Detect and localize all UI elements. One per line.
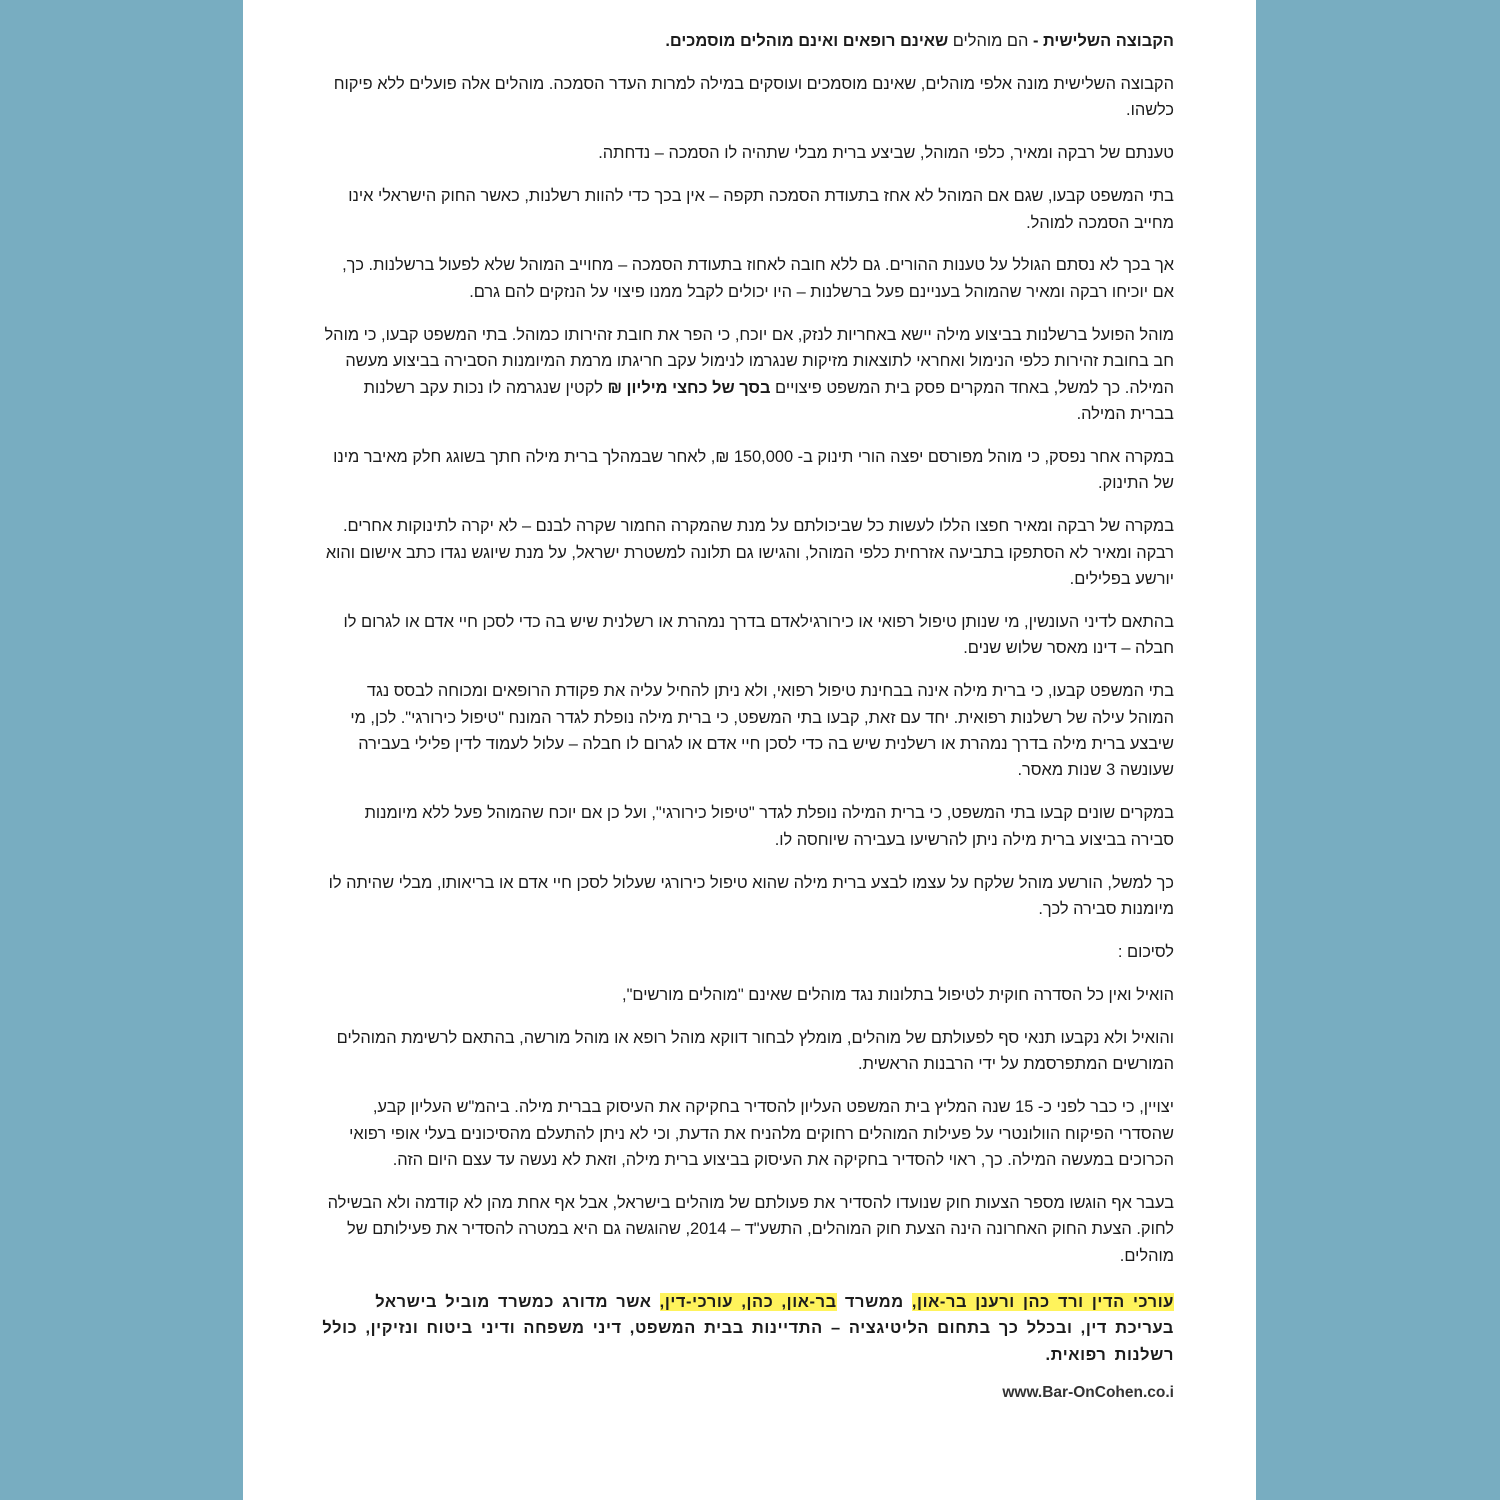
paragraph: והואיל ולא נקבעו תנאי סף לפעולתם של מוהלים, מומלץ לבחור דווקא מוהל רופא או מוהל מורשה, בהתאם לרשימת המוהלים המורשים המתפרסמת על ידי הרבנות הראשית. xyxy=(336,1028,1174,1074)
heading-bold-tail: שאינם רופאים ואינם מוהלים מוסמכים. xyxy=(665,32,949,50)
authors-highlight: עורכי הדין ורד כהן ורענן בר-און, xyxy=(911,1293,1174,1312)
paragraph: אך בכך לא נסתם הגולל על טענות ההורים. גם ללא חובה לאחוז בתעודת הסמכה – מחוייב המוהל שלא לפעול ברשלנות. כך, אם יוכיחו רבקה ומאיר שהמוהל בעניינם פעל ברשלנות – היו יכולים לקבל ממנו פיצוי על הנזקים להם גרם. xyxy=(342,256,1174,301)
paragraph: בהתאם לדיני העונשין, מי שנותן טיפול רפואי או כירורגילאדם בדרך נמהרת או רשלנית שיש בה כדי לסכן חיי אדם או לגרום לו חבלה – דינו מאסר שלוש שנים. xyxy=(343,612,1174,658)
heading-bold-lead: הקבוצה השלישית - xyxy=(1032,32,1174,50)
firm-highlight: בר-און, כהן, עורכי-דין, xyxy=(659,1293,837,1312)
paragraph: בתי המשפט קבעו, כי ברית מילה אינה בבחינת טיפול רפואי, ולא ניתן להחיל עליה את פקודת הרופאים ומכוחה לבסס נגד המוהל עילה של רשלנות רפואית. יחד עם זאת, קבעו בתי המשפט, כי ברית מילה נופלת לגדר המונח "טיפול כירורגי". לכן, מי שיבצע ברית מילה בדרך נמהרת או רשלנית שיש בה כדי לסכן חיי אדם או לגרום לו חבלה – עלול לעמוד לדין פלילי בעבירה שעונשה 3 שנות מאסר. xyxy=(350,682,1174,780)
paragraph: בתי המשפט קבעו, שגם אם המוהל לא אחז בתעודת הסמכה תקפה – אין בכך כדי להוות רשלנות, כאשר החוק הישראלי אינו מחייב הסמכה למוהל. xyxy=(348,187,1174,232)
signature-text-tail: אשר מדורג כמשרד מוביל בישראל בעריכת דין, ובכלל כך בתחום הליטיגציה – התדיינות בבית המשפט, דיני משפחה ודיני ביטוח ונזיקין, כולל רשלנות רפואית. xyxy=(322,1293,1174,1364)
paragraph: במקרה אחר נפסק, כי מוהל מפורסם יפצה הורי תינוק ב- 150,000 ₪, לאחר שבמהלך ברית מילה חתך בשוגג חלק מאיבר מינו של התינוק. xyxy=(333,447,1174,493)
compensation-paragraph xyxy=(321,322,1174,428)
website-link[interactable]: www.Bar-OnCohen.co.i xyxy=(1002,1384,1174,1402)
author-signature xyxy=(321,1289,1174,1368)
summary-heading: לסיכום : xyxy=(1117,942,1174,961)
paragraph: כך למשל, הורשע מוהל שלקח על עצמו לבצע ברית מילה שהוא טיפול כירורגי שעלול לסכן חיי אדם או בריאותו, מבלי שהיתה לו מיומנות סבירה לכך. xyxy=(328,873,1174,919)
compensation-tail: לקטין שנגרמה לו נכות עקב רשלנות בברית המילה. xyxy=(363,378,1174,423)
paragraph: במקרים שונים קבעו בתי המשפט, כי ברית המילה נופלת לגדר "טיפול כירורגי", ועל כן אם יוכח שהמוהל פעל ללא מיומנות סבירה בביצוע ברית מילה ניתן להרשיעו בעבירה שיוחסה לו. xyxy=(364,804,1174,849)
heading-plain: הם מוהלים xyxy=(948,32,1033,50)
paragraph: יצויין, כי כבר לפני כ- 15 שנה המליץ בית המשפט העליון להסדיר בחקיקה את העיסוק בברית מילה. ביהמ"ש העליון קבע, שהסדרי הפיקוח הוולונטרי על פעילות המוהלים רחוקים מלהניח את הדעת, וכי לא ניתן להתעלם מהסיכונים בעלי אופי רפואי הכרוכים במעשה המילה. כך, ראוי להסדיר בחקיקה את העיסוק בביצוע ברית מילה, וזאת לא נעשה עד עצם היום הזה. xyxy=(349,1098,1174,1169)
paragraph: בעבר אף הוגשו מספר הצעות חוק שנועדו להסדיר את פעולתם של מוהלים בישראל, אבל אף אחת מהן לא קודמה ולא הבשילה לחוק. הצעת החוק האחרונה הינה הצעת חוק המוהלים, התשע"ד – 2014, שהוגשה גם היא במטרה להסדיר את פעילותם של מוהלים. xyxy=(327,1193,1174,1265)
paragraph: במקרה של רבקה ומאיר חפצו הללו לעשות כל שביכולתם על מנת שהמקרה החמור שקרה לבנם – לא יקרה לתינוקות אחרים. רבקה ומאיר לא הסתפקו בתביעה אזרחית כלפי המוהל, והגישו גם תלונה למשטרת ישראל, על מנת שיוגש נגדו כתב אישום והוא יורשע בפלילים. xyxy=(325,517,1174,588)
section-heading xyxy=(321,28,1174,54)
paragraph: טענתם של רבקה ומאיר, כלפי המוהל, שביצע ברית מבלי שתהיה לו הסמכה – נדחתה. xyxy=(598,144,1174,163)
paragraph: הואיל ואין כל הסדרה חוקית לטיפול בתלונות נגד מוהלים שאינם "מוהלים מורשים", xyxy=(622,985,1174,1004)
compensation-text: מוהל הפועל ברשלנות בביצוע מילה יישא באחריות לנזק, אם יוכח, כי הפר את חובת זהירותו כמוהל. בתי המשפט קבעו, כי מוהל חב בחובת זהירות כלפי הנימול ואחראי לתוצאות מזיקות שנגרמו לנימול עקב חריגתו מרמת המיומנות הסבירה בביצוע מעשה המילה. כך למשל, באחד המקרים פסק בית המשפט פיצויים xyxy=(324,325,1174,397)
signature-text: ממשרד xyxy=(836,1293,912,1312)
document-page xyxy=(243,0,1256,1500)
compensation-amount: בסך של כחצי מיליון ₪ xyxy=(607,378,771,397)
paragraph: הקבוצה השלישית מונה אלפי מוהלים, שאינם מוסמכים ועוסקים במילה למרות העדר הסמכה. מוהלים אלה פועלים ללא פיקוח כלשהו. xyxy=(333,74,1174,120)
